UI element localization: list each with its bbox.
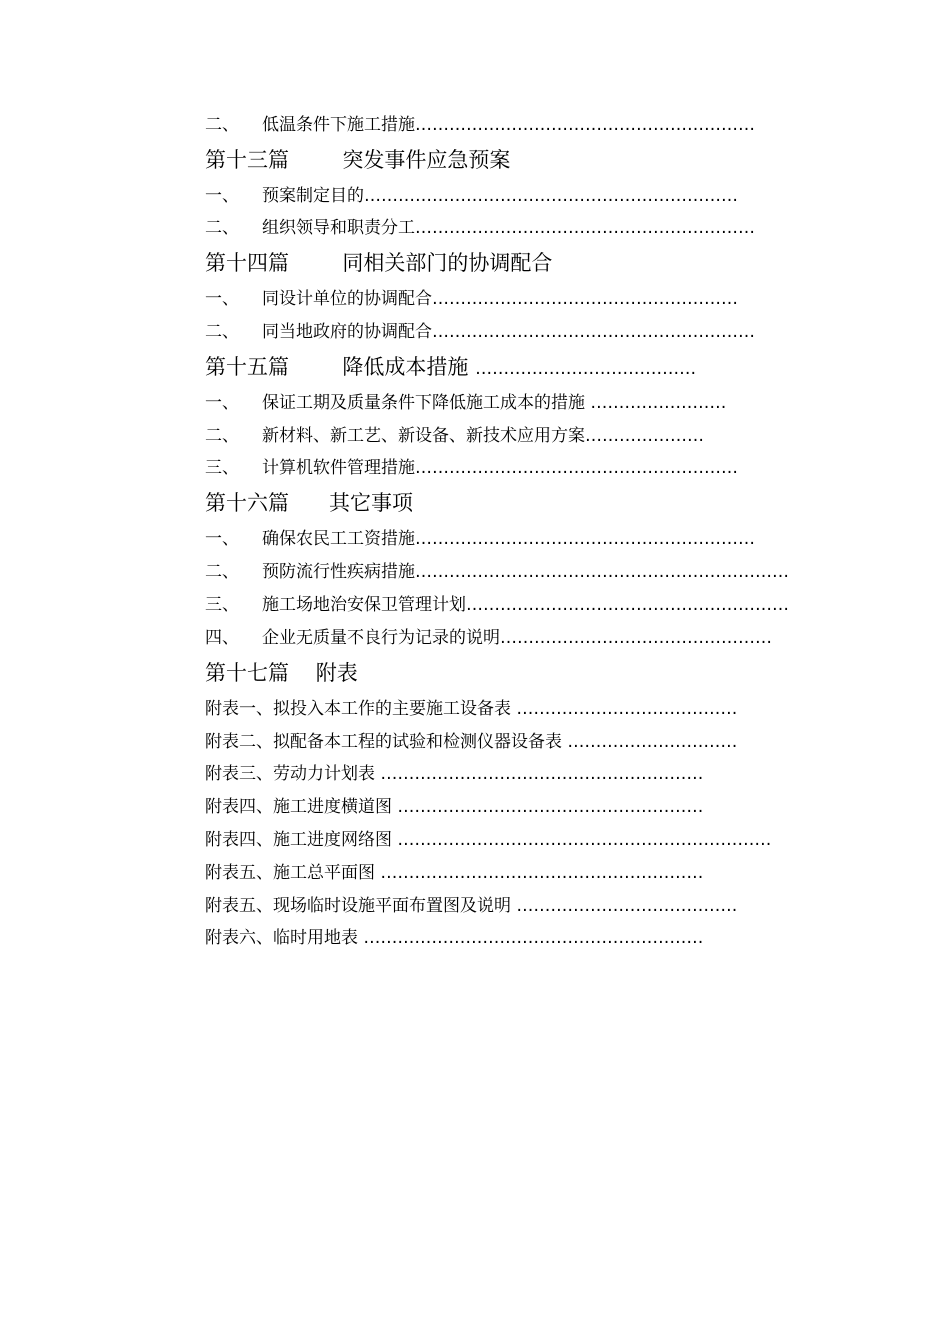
toc-chapter-heading — [205, 150, 510, 171]
toc-entry-title: 低温条件下施工措施 — [262, 115, 415, 135]
toc-entry-title: 同设计单位的协调配合 — [262, 289, 432, 309]
toc-entry-leader: ………………………………………………… — [432, 322, 755, 342]
toc-entry-number: 一、 — [205, 186, 239, 206]
toc-chapter-heading — [205, 663, 358, 684]
toc-entry-leader: …………………………………………………… — [415, 218, 755, 238]
toc-entry-number: 三、 — [205, 458, 239, 478]
toc-entry-title: 组织领导和职责分工 — [262, 218, 415, 238]
toc-entry-leader: ………………………………………………………… — [415, 562, 789, 582]
toc-entry-leader: ………………………………………………… — [466, 595, 789, 615]
toc-entry — [205, 291, 738, 308]
toc-chapter-title: 第十六篇 其它事项 — [205, 491, 414, 515]
toc-entry-title: 附表四、施工进度横道图 — [205, 797, 398, 817]
toc-entry — [205, 188, 738, 205]
toc-entry-title: 计算机软件管理措施 — [262, 458, 415, 478]
toc-entry — [205, 531, 755, 548]
toc-entry-leader: ………………………………………………………… — [397, 830, 772, 850]
toc-chapter-heading — [205, 357, 696, 378]
toc-entry-number: 三、 — [205, 595, 239, 615]
toc-entry — [205, 630, 772, 647]
toc-entry-leader: ………………………………………… — [500, 628, 772, 648]
toc-entry-leader: ………………………………………………… — [415, 458, 738, 478]
toc-entry — [205, 460, 738, 477]
toc-entry — [205, 597, 789, 614]
toc-entry — [205, 324, 755, 341]
toc-entry-number: 二、 — [205, 218, 239, 238]
toc-entry-leader: ………………………………………………… — [380, 764, 704, 784]
toc-entry — [205, 564, 789, 581]
toc-entry-title: 同当地政府的协调配合 — [262, 322, 432, 342]
toc-entry-title: 附表四、施工进度网络图 — [205, 830, 398, 850]
toc-entry — [205, 734, 737, 751]
toc-entry-number: 二、 — [205, 562, 239, 582]
toc-entry-title: 预防流行性疾病措施 — [262, 562, 415, 582]
toc-chapter-heading — [205, 253, 552, 274]
toc-entry — [205, 395, 726, 412]
toc-entry-title: 确保农民工工资措施 — [262, 529, 415, 549]
toc-entry-title: 附表五、现场临时设施平面布置图及说明 — [205, 896, 517, 916]
toc-entry-title: 附表六、临时用地表 — [205, 928, 364, 948]
toc-entry — [205, 701, 737, 718]
toc-entry — [205, 930, 703, 947]
toc-entry-leader: ……………………………………………… — [432, 289, 738, 309]
toc-entry — [205, 766, 703, 783]
toc-entry — [205, 832, 771, 849]
toc-entry-title: 新材料、新工艺、新设备、新技术应用方案 — [262, 426, 585, 446]
toc-entry-leader: …………………… — [590, 393, 727, 413]
toc-entry — [205, 865, 703, 882]
toc-chapter-title: 第十三篇 突发事件应急预案 — [205, 148, 511, 172]
toc-entry-leader: ………………… — [585, 426, 704, 446]
toc-chapter-title: 第十五篇 降低成本措施 — [205, 355, 476, 379]
toc-entry-title: 企业无质量不良行为记录的说明 — [262, 628, 500, 648]
toc-chapter-heading — [205, 493, 413, 514]
toc-entry-leader: ………………………………………………… — [380, 863, 704, 883]
toc-entry-number: 二、 — [205, 322, 239, 342]
toc-entry-leader: ………………………………… — [516, 699, 738, 719]
toc-entry-leader: …………………………………………………… — [363, 928, 704, 948]
toc-entry-leader: …………………………………………………… — [415, 115, 755, 135]
toc-entry-leader: ………………………………………………………… — [364, 186, 738, 206]
toc-entry-title: 附表一、拟投入本工作的主要施工设备表 — [205, 699, 517, 719]
toc-entry-title: 保证工期及质量条件下降低施工成本的措施 — [262, 393, 591, 413]
toc-entry-title: 施工场地治安保卫管理计划 — [262, 595, 466, 615]
toc-entry-title: 附表二、拟配备本工程的试验和检测仪器设备表 — [205, 732, 568, 752]
toc-entry-leader: ………………………… — [567, 732, 738, 752]
toc-entry-number: 一、 — [205, 393, 239, 413]
toc-entry-leader: ……………………………………………… — [397, 797, 704, 817]
toc-entry — [205, 117, 755, 134]
toc-entry — [205, 898, 737, 915]
toc-chapter-leader: ………………………………… — [475, 359, 697, 379]
toc-entry-leader: ………………………………… — [516, 896, 738, 916]
toc-entry — [205, 428, 704, 445]
toc-entry-number: 二、 — [205, 426, 239, 446]
toc-entry-number: 二、 — [205, 115, 239, 135]
toc-entry-title: 附表五、施工总平面图 — [205, 863, 381, 883]
toc-entry-leader: …………………………………………………… — [415, 529, 755, 549]
toc-entry-number: 一、 — [205, 289, 239, 309]
toc-entry-number: 四、 — [205, 628, 239, 648]
toc-entry-title: 预案制定目的 — [262, 186, 364, 206]
toc-entry — [205, 220, 755, 237]
toc-entry-number: 一、 — [205, 529, 239, 549]
toc-entry-title: 附表三、劳动力计划表 — [205, 764, 381, 784]
toc-chapter-title: 第十四篇 同相关部门的协调配合 — [205, 251, 553, 275]
toc-entry — [205, 799, 703, 816]
toc-chapter-title: 第十七篇 附表 — [205, 661, 358, 685]
